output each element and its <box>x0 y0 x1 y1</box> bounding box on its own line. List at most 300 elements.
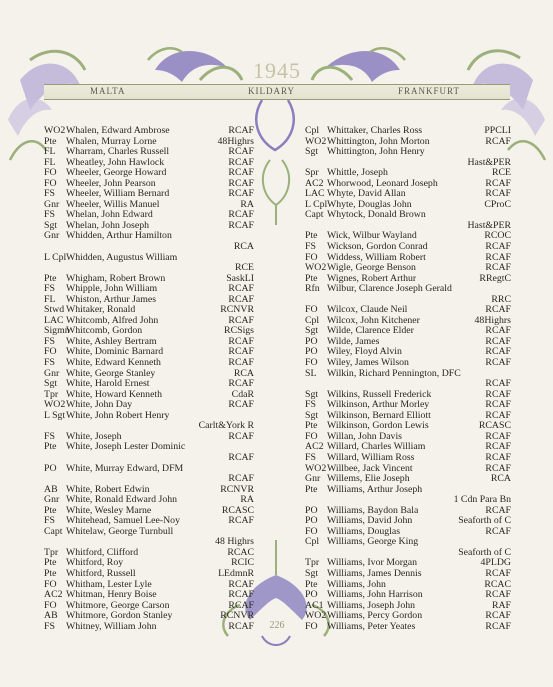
roll-entry <box>44 537 254 548</box>
entry-unit: RCAF <box>228 146 254 158</box>
entry-name: Wilkinson, Gordon Lewis <box>327 421 429 432</box>
entry-rank: FO <box>44 578 57 590</box>
entry-unit: Seaforth of C <box>458 515 511 527</box>
entry-name: Wickson, Gordon Conrad <box>327 242 428 253</box>
roll-entry <box>305 295 511 306</box>
entry-rank: AC1 <box>305 599 324 611</box>
entry-name: White, Joseph <box>66 431 122 442</box>
entry-name: White, Murray Edward, DFM <box>66 463 184 474</box>
entry-rank: Cpl <box>305 536 320 548</box>
entry-unit: RCAF <box>228 378 254 390</box>
entry-name: Williams, Joseph John <box>327 600 416 611</box>
entry-unit: RCAF <box>485 135 511 147</box>
place-name-malta: MALTA <box>90 86 126 96</box>
roll-entry <box>305 231 511 242</box>
entry-unit: RCAF <box>485 441 511 453</box>
roll-entry <box>44 580 254 591</box>
roll-entry <box>305 558 511 569</box>
roll-entry <box>44 200 254 211</box>
roll-entry <box>44 126 254 137</box>
entry-unit: RCAF <box>228 599 254 611</box>
entry-rank: Tpr <box>44 546 59 558</box>
entry-unit: 1 Cdn Para Bn <box>453 494 511 506</box>
entry-name: Whitelaw, George Turnbull <box>66 526 174 537</box>
entry-rank: Sgt <box>44 219 58 231</box>
entry-name: Whalen, Murray Lorne <box>66 136 157 147</box>
entry-unit: RCAF <box>485 241 511 253</box>
roll-entry <box>44 337 254 348</box>
entry-name: Whitmore, George Carson <box>66 600 170 611</box>
roll-entry <box>44 590 254 601</box>
entry-name: Whitford, Clifford <box>66 547 139 558</box>
entry-name: Williams, Percy Gordon <box>327 611 423 622</box>
entry-rank: PO <box>305 335 318 347</box>
entry-name: Wilde, Clarence Elder <box>327 326 414 337</box>
entry-rank: LAC <box>44 314 64 326</box>
entry-name: Wilkinson, Arthur Morley <box>327 400 430 411</box>
roll-entry <box>44 516 254 527</box>
entry-unit: RCAF <box>228 188 254 200</box>
place-name-frankfurt: FRANKFURT <box>398 86 460 96</box>
vine-ornament-top-center <box>256 100 293 225</box>
entry-rank: FS <box>44 209 55 221</box>
entry-name: Wignes, Robert Arthur <box>327 273 417 284</box>
entry-unit: SaskLI <box>226 272 254 284</box>
entry-name: Wilkinson, Bernard Elliott <box>327 410 431 421</box>
entry-unit: RCA <box>490 473 511 485</box>
entry-rank: Gnr <box>44 494 60 506</box>
entry-name: Wilkins, Russell Frederick <box>327 389 432 400</box>
entry-name: Wilbur, Clarence Joseph Gerald <box>327 284 452 295</box>
entry-unit: RCAF <box>485 262 511 274</box>
entry-name: White, Edward Kenneth <box>66 358 161 369</box>
entry-unit: RCASC <box>221 504 254 516</box>
roll-entry <box>44 263 254 274</box>
roll-entry <box>305 601 511 612</box>
entry-name: Wiley, Floyd Alvin <box>327 347 402 358</box>
entry-unit: RCAF <box>228 314 254 326</box>
entry-rank: FO <box>305 525 318 537</box>
entry-name: Wilcox, John Kitchener <box>327 315 420 326</box>
entry-unit: Seaforth of C <box>458 546 511 558</box>
entry-unit: PPCLI <box>484 125 511 136</box>
roll-entry <box>305 242 511 253</box>
roll-entry <box>305 158 511 169</box>
roll-entry <box>305 253 511 264</box>
entry-name: Wheatley, John Hawlock <box>66 157 165 168</box>
entry-name: Whitehead, Samuel Lee-Noy <box>66 516 180 527</box>
entry-rank: FS <box>44 515 55 527</box>
roll-entry <box>305 622 511 633</box>
roll-entry <box>44 137 254 148</box>
entry-unit: RAF <box>491 599 511 611</box>
entry-rank: FS <box>44 335 55 347</box>
entry-rank: Sgt <box>305 567 319 579</box>
entry-unit: RCAF <box>228 578 254 590</box>
entry-unit: RCAF <box>228 473 254 485</box>
entry-unit: RCAF <box>485 525 511 537</box>
roll-entry <box>44 253 254 264</box>
entry-rank: WO2 <box>305 610 327 622</box>
roll-entry <box>44 506 254 517</box>
roll-entry <box>305 569 511 580</box>
entry-unit: RCNVR <box>220 304 254 316</box>
entry-unit: RCAF <box>485 399 511 411</box>
roll-entry <box>44 453 254 464</box>
entry-unit: RCE <box>491 167 511 179</box>
entry-unit: RCAF <box>228 156 254 168</box>
entry-name: Whittle, Joseph <box>327 168 388 179</box>
entry-name: Whidden, Augustus William <box>66 252 178 263</box>
entry-rank: L Cpl <box>44 251 67 263</box>
roll-entry <box>305 453 511 464</box>
entry-name: Wilde, James <box>327 336 380 347</box>
entry-name: Willems, Elie Joseph <box>327 474 410 485</box>
entry-unit: RCAF <box>485 462 511 474</box>
entry-name: Williams, John <box>327 579 386 590</box>
entry-unit: RCAF <box>485 346 511 358</box>
entry-unit: RCAF <box>485 188 511 200</box>
entry-unit: RCSigs <box>224 325 254 337</box>
entry-unit: LEdmnR <box>218 567 254 579</box>
roll-entry <box>305 168 511 179</box>
entry-unit: RCAF <box>228 167 254 179</box>
page-number: 226 <box>269 620 285 631</box>
entry-name: Whitney, William John <box>66 621 157 632</box>
roll-entry <box>44 326 254 337</box>
entry-name: White, Robert Edwin <box>66 484 150 495</box>
entry-rank: Rfn <box>305 283 320 295</box>
entry-rank: FO <box>305 430 318 442</box>
roll-entry <box>44 347 254 358</box>
roll-entry <box>44 168 254 179</box>
entry-name: White, Ashley Bertram <box>66 336 157 347</box>
entry-name: Wheeler, William Bernard <box>66 189 170 200</box>
entry-rank: WO2 <box>305 462 327 474</box>
entry-unit: RCAF <box>485 430 511 442</box>
entry-rank: Gnr <box>44 367 60 379</box>
entry-name: Whitcomb, Alfred John <box>66 315 159 326</box>
entry-rank: PO <box>305 589 318 601</box>
entry-unit: RCAF <box>485 610 511 622</box>
entry-name: Whitham, Lester Lyle <box>66 579 152 590</box>
entry-name: Whitmore, Gordon Stanley <box>66 611 173 622</box>
entry-rank: Sgt <box>305 388 319 400</box>
roll-entry <box>44 485 254 496</box>
entry-name: Whyte, Douglas John <box>327 199 412 210</box>
entry-unit: Hast&PER <box>467 219 511 231</box>
entry-unit: 4PLDG <box>480 557 511 569</box>
entry-rank: Pte <box>305 578 318 590</box>
entry-rank: Pte <box>44 557 57 569</box>
entry-unit: RCIC <box>231 557 254 569</box>
entry-rank: Stwd <box>44 304 65 316</box>
entry-name: Whittaker, Charles Ross <box>327 126 423 136</box>
entry-name: White, John Robert Henry <box>66 410 170 421</box>
entry-name: Whalen, Edward Ambrose <box>66 126 170 136</box>
entry-rank: Capt <box>44 525 63 537</box>
entry-rank: FS <box>44 620 55 632</box>
roll-entry <box>44 464 254 475</box>
entry-rank: PO <box>305 515 318 527</box>
roll-entry <box>305 369 511 380</box>
entry-rank: Pte <box>44 567 57 579</box>
entry-name: Whidden, Arthur Hamilton <box>66 231 172 242</box>
right-name-column <box>305 126 511 632</box>
entry-name: White, Wesley Marne <box>66 505 152 516</box>
entry-rank: Sgt <box>305 325 319 337</box>
roll-entry <box>44 179 254 190</box>
entry-unit: CProC <box>484 198 511 210</box>
roll-entry <box>44 242 254 253</box>
entry-name: Wheeler, Willis Manuel <box>66 199 160 210</box>
roll-entry <box>305 442 511 453</box>
entry-name: Whytock, Donald Brown <box>327 210 426 221</box>
entry-rank: LAC <box>305 188 325 200</box>
roll-entry <box>305 316 511 327</box>
roll-entry <box>305 274 511 285</box>
entry-rank: FS <box>305 399 316 411</box>
entry-unit: RCAF <box>228 589 254 601</box>
entry-rank: Pte <box>305 230 318 242</box>
entry-rank: Sigmn <box>44 325 70 337</box>
entry-name: Whittington, John Henry <box>327 147 425 158</box>
entry-rank: Cpl <box>305 314 320 326</box>
entry-name: Willbee, Jack Vincent <box>327 463 413 474</box>
entry-name: White, Dominic Barnard <box>66 347 164 358</box>
entry-unit: 48Highrs <box>474 314 511 326</box>
entry-rank: FO <box>44 177 57 189</box>
entry-name: Wilcox, Claude Neil <box>327 305 408 316</box>
entry-unit: RCAF <box>485 335 511 347</box>
entry-rank: FL <box>44 156 56 168</box>
entry-rank: FS <box>305 451 316 463</box>
entry-name: White, Harold Ernest <box>66 379 150 390</box>
entry-unit: RCNVR <box>220 610 254 622</box>
roll-entry <box>305 200 511 211</box>
roll-entry <box>44 379 254 390</box>
entry-name: Willard, Charles William <box>327 442 426 453</box>
entry-rank: FS <box>44 430 55 442</box>
entry-name: Williams, James Dennis <box>327 568 422 579</box>
entry-unit: RA <box>240 494 254 506</box>
entry-rank: FO <box>44 346 57 358</box>
roll-entry <box>44 210 254 221</box>
roll-entry <box>305 421 511 432</box>
entry-name: Williams, Arthur Joseph <box>327 484 423 495</box>
leaf-ornament-top-center-left <box>148 48 242 82</box>
roll-entry <box>44 316 254 327</box>
entry-unit: RCAF <box>228 125 254 136</box>
roll-entry <box>305 337 511 348</box>
entry-name: Williams, Peter Yeates <box>327 621 416 632</box>
roll-entry <box>305 527 511 538</box>
entry-unit: RCAF <box>485 378 511 390</box>
entry-unit: RCAF <box>228 283 254 295</box>
entry-rank: SL <box>305 367 317 379</box>
entry-rank: L Sgt <box>44 409 66 421</box>
entry-unit: RCAF <box>228 430 254 442</box>
entry-unit: RCAF <box>485 451 511 463</box>
entry-name: Whelan, John Edward <box>66 210 153 221</box>
entry-name: Whitford, Russell <box>66 568 136 579</box>
roll-entry <box>305 400 511 411</box>
entry-rank: L Cpl <box>305 198 328 210</box>
entry-name: Willan, John Davis <box>327 431 402 442</box>
entry-name: Williams, Ivor Morgan <box>327 558 418 569</box>
entry-name: Whigham, Robert Brown <box>66 273 166 284</box>
entry-rank: FO <box>44 599 57 611</box>
entry-unit: RCASC <box>478 420 511 432</box>
entry-unit: RCAF <box>485 357 511 369</box>
entry-name: Wick, Wilbur Wayland <box>327 231 417 242</box>
entry-unit: RCAC <box>227 546 254 558</box>
entry-rank: Gnr <box>44 230 60 242</box>
entry-rank: WO2 <box>305 262 327 274</box>
entry-name: Whipple, John William <box>66 284 158 295</box>
roll-entry <box>44 358 254 369</box>
roll-entry <box>305 189 511 200</box>
entry-rank: Pte <box>44 441 57 453</box>
roll-entry <box>44 221 254 232</box>
entry-unit: CdaR <box>231 388 254 400</box>
roll-entry <box>305 137 511 148</box>
entry-unit: Carlt&York R <box>198 420 254 432</box>
entry-rank: Sgt <box>305 409 319 421</box>
entry-unit: RCAF <box>228 620 254 632</box>
entry-name: White, George Stanley <box>66 368 156 379</box>
entry-unit: Hast&PER <box>467 156 511 168</box>
entry-rank: FO <box>305 304 318 316</box>
roll-entry <box>305 516 511 527</box>
entry-rank: Capt <box>305 209 324 221</box>
roll-entry <box>305 590 511 601</box>
roll-entry <box>305 221 511 232</box>
entry-rank: Gnr <box>44 198 60 210</box>
entry-name: Williams, Baydon Bala <box>327 505 419 516</box>
roll-entry <box>305 326 511 337</box>
roll-entry <box>305 179 511 190</box>
entry-rank: Sgt <box>44 378 58 390</box>
entry-unit: RCAF <box>485 504 511 516</box>
entry-unit: RCE <box>234 262 254 274</box>
entry-name: Widdess, William Robert <box>327 252 426 263</box>
roll-entry <box>44 231 254 242</box>
left-name-column <box>44 126 254 632</box>
place-name-kildary: KILDARY <box>248 86 295 96</box>
roll-entry <box>44 369 254 380</box>
entry-rank: Spr <box>305 167 319 179</box>
entry-rank: Gnr <box>305 473 321 485</box>
entry-unit: RCAF <box>228 515 254 527</box>
entry-rank: Sgt <box>305 146 319 158</box>
roll-entry <box>44 284 254 295</box>
entry-name: Williams, George King <box>327 537 419 548</box>
entry-name: White, Ronald Edward John <box>66 495 178 506</box>
roll-entry <box>44 147 254 158</box>
entry-rank: FO <box>305 357 318 369</box>
roll-entry <box>44 432 254 443</box>
entry-rank: WO2 <box>44 399 66 411</box>
roll-entry <box>44 442 254 453</box>
entry-name: Whelan, John Joseph <box>66 220 149 231</box>
roll-entry <box>305 126 511 137</box>
entry-rank: Pte <box>305 420 318 432</box>
entry-name: Whittington, John Morton <box>327 136 430 147</box>
entry-name: Whitman, Henry Boise <box>66 590 157 601</box>
roll-entry <box>44 400 254 411</box>
roll-entry <box>44 274 254 285</box>
entry-unit: RCAF <box>228 335 254 347</box>
roll-entry <box>44 158 254 169</box>
entry-rank: AC2 <box>44 589 63 601</box>
roll-entry <box>305 284 511 295</box>
entry-unit: RCAF <box>228 293 254 305</box>
entry-name: Whitford, Roy <box>66 558 124 569</box>
year-heading: 1945 <box>253 58 301 83</box>
entry-unit: RCNVR <box>220 483 254 495</box>
entry-rank: FS <box>44 283 55 295</box>
entry-name: Wharram, Charles Russell <box>66 147 170 158</box>
entry-name: White, John Day <box>66 400 133 411</box>
entry-rank: FS <box>305 241 316 253</box>
roll-entry <box>44 421 254 432</box>
entry-name: Williams, John Harrison <box>327 590 423 601</box>
entry-name: Williams, David John <box>327 516 413 527</box>
entry-unit: RCAF <box>485 325 511 337</box>
roll-entry <box>305 611 511 622</box>
entry-rank: AB <box>44 610 58 622</box>
leaf-ornament-top-center-right <box>312 48 405 82</box>
entry-unit: RCAF <box>485 388 511 400</box>
roll-entry <box>305 464 511 475</box>
entry-unit: RCAF <box>485 589 511 601</box>
roll-entry <box>44 474 254 485</box>
entry-unit: RCAF <box>228 399 254 411</box>
roll-entry <box>305 474 511 485</box>
entry-unit: RCAF <box>228 357 254 369</box>
entry-unit: RCAF <box>485 620 511 632</box>
entry-name: Whyte, David Allan <box>327 189 406 200</box>
entry-rank: WO2 <box>305 135 327 147</box>
entry-name: Wilkin, Richard Pennington, DFC <box>327 368 461 379</box>
entry-rank: PO <box>305 504 318 516</box>
entry-rank: WO2 <box>44 125 66 136</box>
roll-entry <box>305 379 511 390</box>
roll-entry <box>44 390 254 401</box>
entry-unit: RCAF <box>485 409 511 421</box>
entry-unit: RCAF <box>228 177 254 189</box>
roll-entry <box>44 189 254 200</box>
entry-unit: RCAF <box>485 567 511 579</box>
roll-entry <box>305 390 511 401</box>
entry-rank: Cpl <box>305 125 320 136</box>
entry-rank: FS <box>44 357 55 369</box>
roll-entry <box>44 305 254 316</box>
entry-rank: FL <box>44 146 56 158</box>
entry-name: Wigle, George Benson <box>327 263 416 274</box>
roll-entry <box>44 548 254 559</box>
roll-entry <box>44 622 254 633</box>
entry-name: Williams, Douglas <box>327 526 401 537</box>
entry-unit: RCAF <box>485 304 511 316</box>
entry-rank: PO <box>305 346 318 358</box>
entry-unit: RCAF <box>228 219 254 231</box>
entry-unit: RCA <box>233 241 254 253</box>
entry-rank: Pte <box>44 135 57 147</box>
roll-entry <box>44 611 254 622</box>
entry-unit: RCA <box>233 367 254 379</box>
